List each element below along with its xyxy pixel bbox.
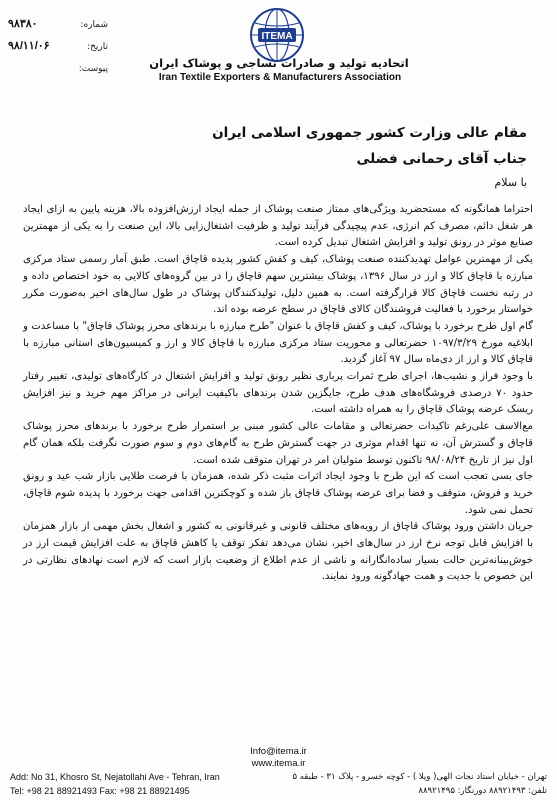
date-label: تاریخ: (87, 42, 108, 52)
footer-address-fa (292, 770, 547, 798)
phone-fa: تلفن: ۸۸۹۲۱۴۹۳ دورنگار: ۸۸۹۲۱۴۹۵ (418, 786, 547, 796)
footer-address-en (10, 770, 220, 798)
number-row (8, 8, 108, 30)
address-fa: تهران - خیابان استاد نجات الهی( ویلا ) - کوچه خسرو - پلاک ۳۱ - طبقه ۵ (292, 772, 547, 782)
paragraph: احتراما همانگونه که مستحضرید ویژگی‌های ممتاز صنعت پوشاک از جمله ایجاد ارزش‌افزوده بالا، هزینه پایین به ازای ایجاد هر شغل دائم، مصرف کم انرژی، عدم پیچیدگی فرآیند تولید و ظرفیت اشتغال‌زایی بالا، این صنعت را به یکی از مهمترین صنایع موثر در رونق تولید و افزایش اشتغال تبدیل کرده است. (23, 204, 533, 249)
phone-en: Tel: +98 21 88921493 Fax: +98 21 88921495 (10, 786, 190, 796)
footer-email[interactable]: Info@itema.ir (250, 746, 307, 757)
paragraph: با وجود فراز و نشیب‌ها، اجرای طرح ثمرات پرباری نظیر رونق تولید و افزایش اشتغال در کارگاه‌های تولیدی، تغییر رفتار حدود ۷۰ درصدی فروشگاه‌های هدف طرح، جایگزین شدن برندهای باکیفیت ایرانی در مراکز مهم خرید و نیز افزایش ریسک عرضه پوشاک قاچاق را به همراه داشته است. (23, 371, 533, 416)
recipient-title: مقام عالی وزارت کشور جمهوری اسلامی ایران (212, 125, 527, 141)
greeting: با سلام (494, 176, 527, 189)
recipient-block (27, 120, 527, 172)
letter-number: ۹۸۳۸۰ (8, 18, 38, 30)
attachment-row (8, 52, 108, 74)
recipient-name: جناب آقای رحمانی فضلی (356, 151, 527, 167)
logo-text: ITEMA (261, 31, 293, 42)
number-label: شماره: (80, 20, 108, 30)
paragraph: جای بسی تعجب است که این طرح با وجود ایجاد اثرات مثبت ذکر شده، همزمان با فرصت طلایی بازار شب عید و رونق خرید و فروش، متوقف و فضا برای عرضه پوشاک قاچاق باز شده و کوچکترین اقدامی جهت برخورد با پدیده شوم قاچاق، تحمل نمی شود. (23, 471, 533, 516)
paragraph: یکی از مهمترین عوامل تهدیدکننده صنعت پوشاک، کیف و کفش کشور پدیده قاچاق است. طبق آمار رسمی ستاد مرکزی مبارزه با قاچاق کالا و ارز در سال ۱۳۹۶، پوشاک بیشترین سهم قاچاق را در بین گروه‌های کالایی به خود اختصاص داده و در رتبه نخست قاچاق کالا قرارگرفته است. به همین دلیل، تولیدکنندگان پوشاک در طول سال‌های اخیر به‌صورت مکرر خواستار برخورد با فعالیت فروشندگان کالای قاچاق در سطح عرضه بوده اند. (23, 254, 533, 316)
letter-body (23, 202, 533, 586)
attachment-label: پیوست: (78, 64, 108, 74)
paragraph: مع‌الاسف علی‌رغم تاکیدات حضرتعالی و مقامات عالی کشور مبنی بر استمرار طرح برخورد با برندهای محرز پوشاک قاچاق و گسترش آن، نه تنها اقدام موثری در جهت گسترش طرح به گام‌های دوم و سوم صورت نگرفت بلکه همان گام اول نیز از تاریخ ۹۸/۰۸/۲۴ تاکنون توسط متولیان امر در تهران متوقف شده است. (23, 421, 533, 466)
paragraph: جریان داشتن ورود پوشاک قاچاق از رویه‌های مختلف قانونی و غیرقانونی به کشور و اشغال بخش مهمی از بازار همزمان با افزایش قابل توجه نرخ ارز در سال‌های اخیر، نشان می‌دهد تفکر توقف یا کاهش قاچاق به علت افزایش قیمت ارز در خوش‌بینانه‌ترین حالت بسیار ساده‌انگارانه و ناشی از عدم اطلاع از وضعیت بازار است که لازم است نهادهای نظارتی در این خصوص با جدیت و همت جهادگونه ورود نمایند. (23, 521, 533, 583)
letter-date: ۹۸/۱۱/۰۶ (8, 40, 50, 52)
date-row (8, 30, 108, 52)
footer-website[interactable]: www.itema.ir (251, 758, 306, 769)
address-en: Add: No 31, Khosro St, Nejatollahi Ave - Tehran, Iran (10, 772, 220, 782)
org-name-fa: اتحادیه تولید و صادرات نساجی و پوشاک ایران (149, 56, 409, 70)
letter-meta (8, 8, 108, 74)
org-name-en: Iran Textile Exporters & Manufacturers Association (158, 72, 402, 83)
footer-contact (0, 746, 557, 770)
paragraph: گام اول طرح برخورد با پوشاک، کیف و کفش قاچاق با عنوان "طرح مبارزه با برندهای محرز پوشاک قاچاق" با مساعدت و ابلاغیه مورخ ۱۰۹۷/۳/۲۹ حضرتعالی و محوریت ستاد مرکزی مبارزه با قاچاق کالا و ارز و کمیسیون‌های استانی مبارزه با قاچاق کالا و ارز از دی‌ماه سال ۹۷ آغاز گردید. (23, 320, 533, 366)
